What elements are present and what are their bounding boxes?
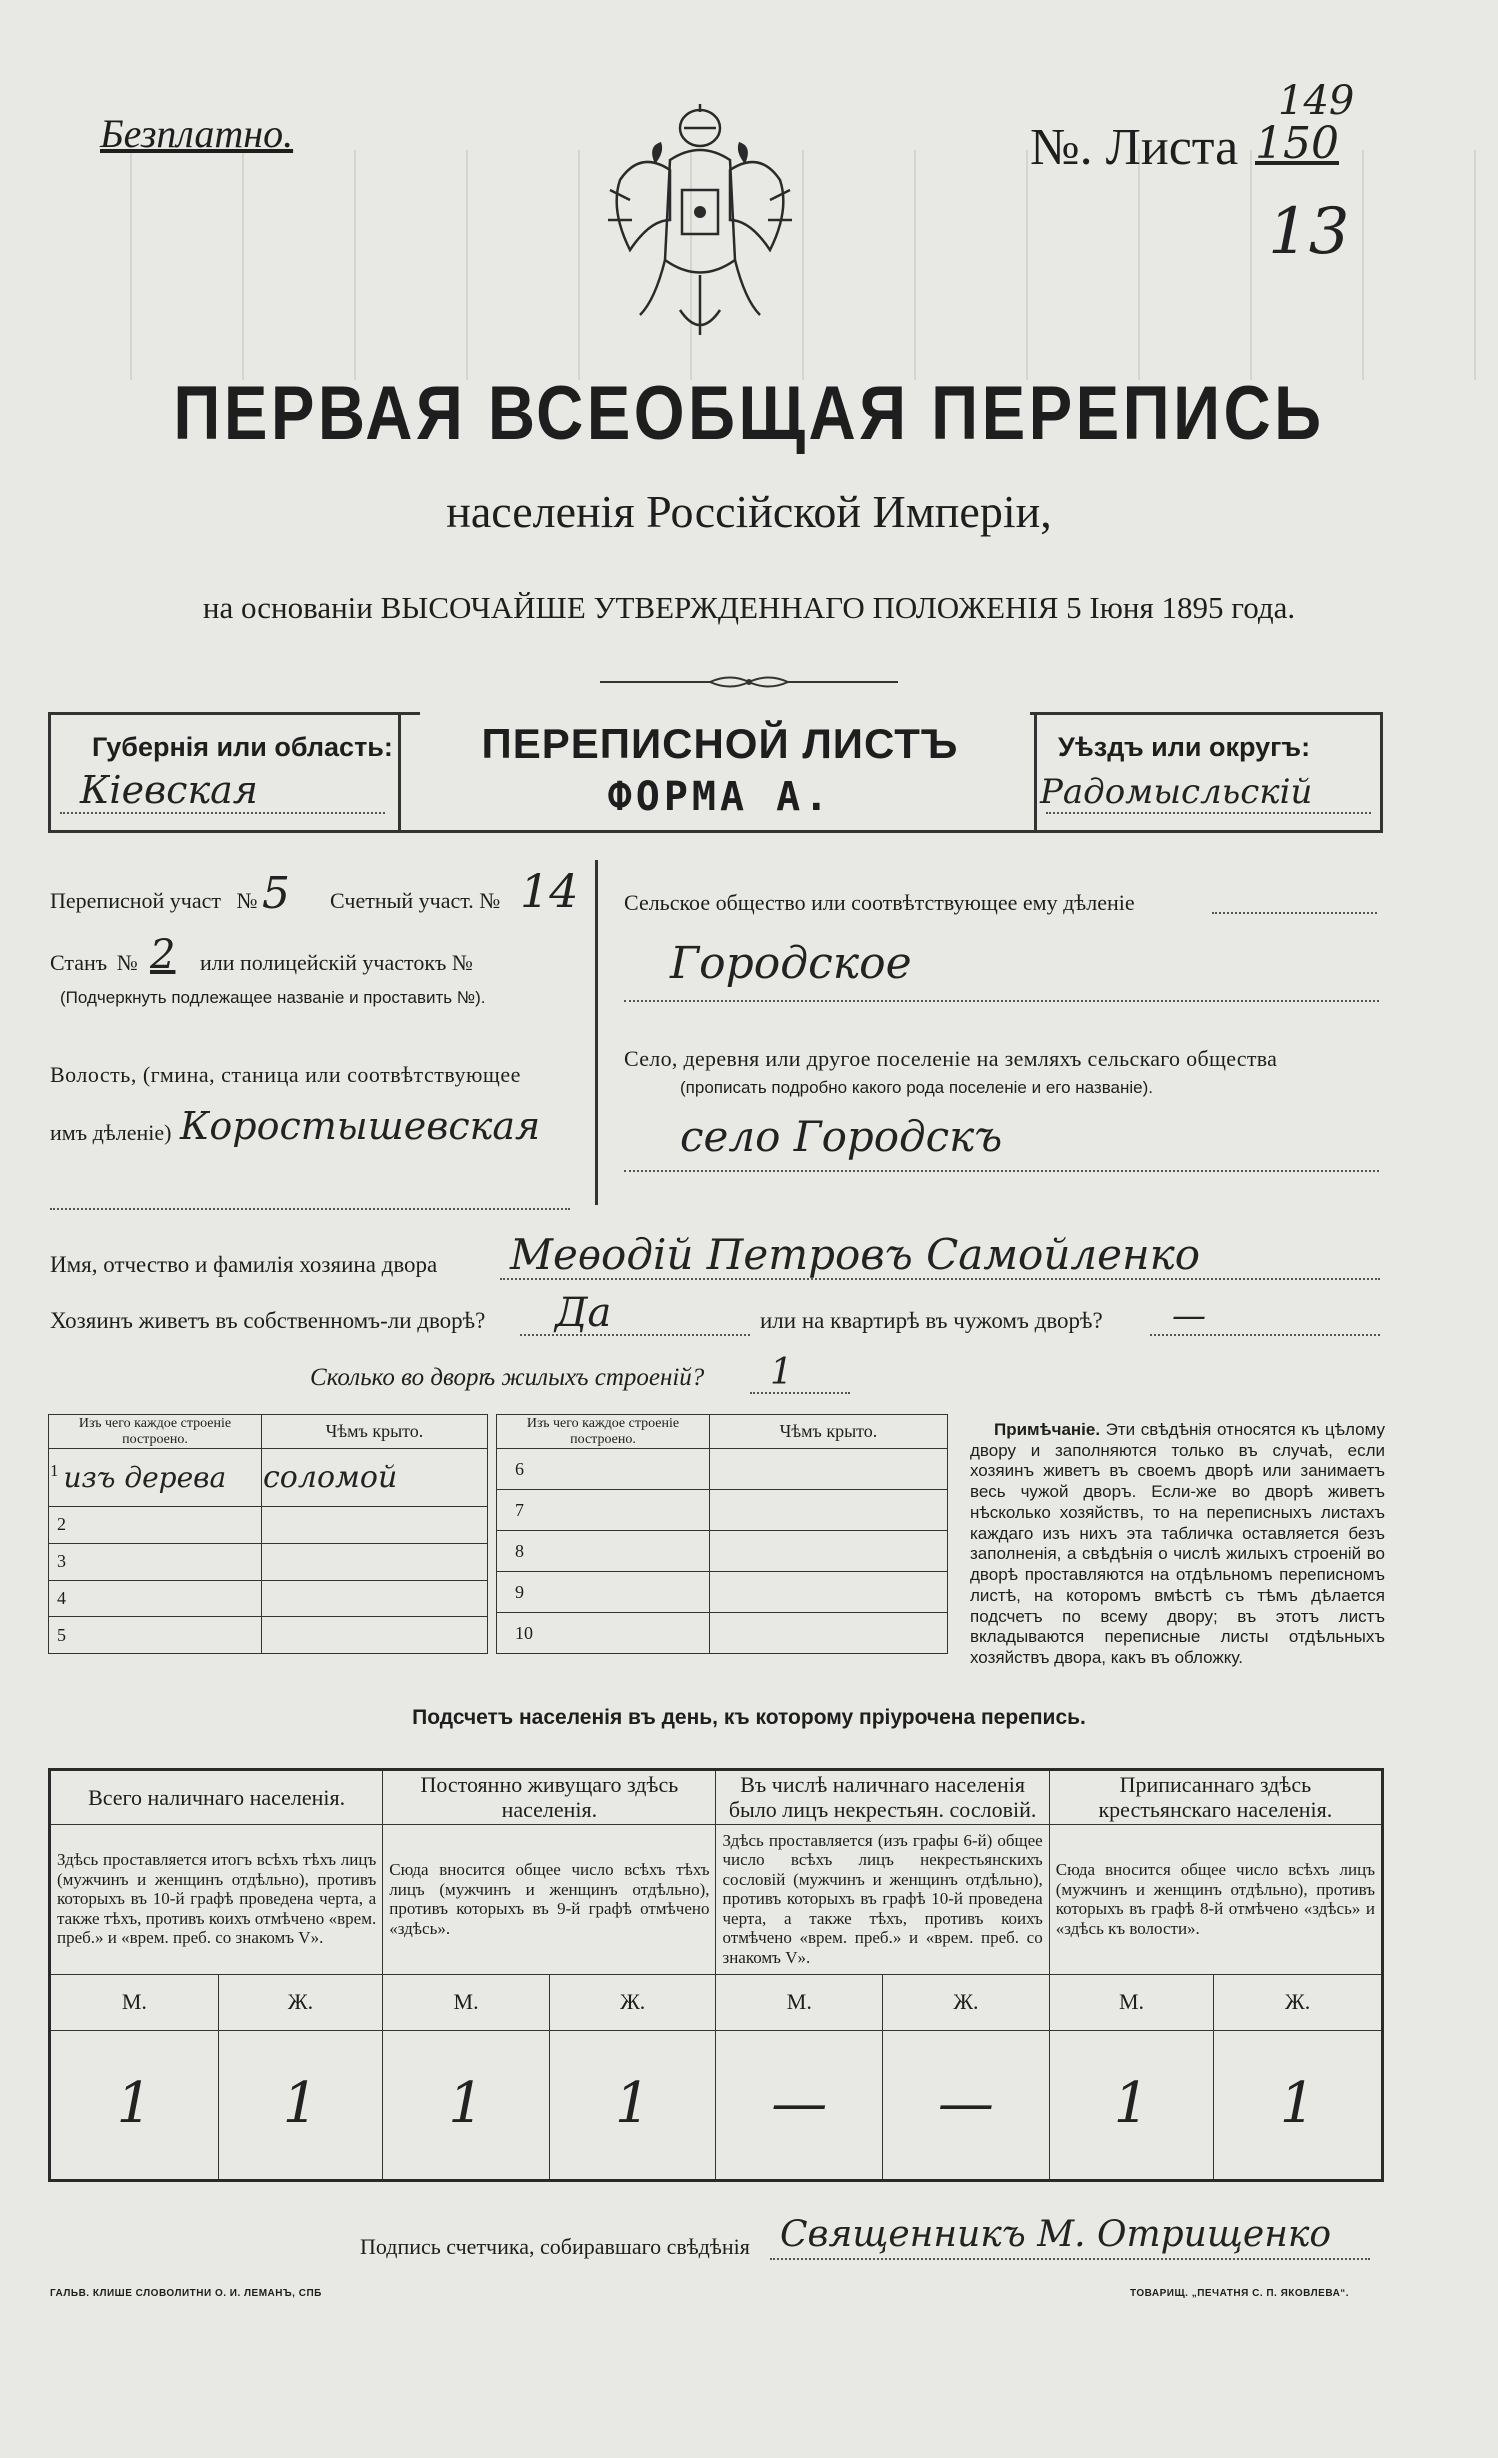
buildings-label: Сколько во дворѣ жилыхъ строеній? xyxy=(310,1364,705,1391)
signature-label: Подпись счетчика, собиравшаго свѣдѣнія xyxy=(360,2234,750,2259)
rented-value: — xyxy=(1172,1296,1206,1336)
note-text: Эти свѣдѣнія относятся къ цѣлому двору и заполняются только въ случаѣ, если хозяинъ живетъ въ своемъ дворѣ или занимаетъ весь чужой дворъ. Если-же во дворѣ живетъ нѣсколько хозяйствъ, то на переписныхъ листахъ каждаго изъ нихъ эта табличка оставляется безъ заполненія, а свѣдѣнія о числѣ жилыхъ строеній во дворѣ проставляются на отдѣльномъ переписномъ листѣ, на которомъ вмѣстѣ съ тѣмъ дѣлается подсчетъ по всему двору; въ этотъ листъ вкладываются переписные листы отдѣльныхъ хозяйствъ двора, какъ въ обложку. xyxy=(970,1420,1385,1668)
buildings-value: 1 xyxy=(770,1352,793,1393)
uchastok-value: 5 xyxy=(262,868,290,919)
pop-col-3-m-label: М. xyxy=(716,1974,883,2030)
footer-left: ГАЛЬВ. КЛИШЕ СЛОВОЛИТНИ О. И. ЛЕМАНЪ, СПБ xyxy=(50,2288,322,2299)
population-heading: Подсчетъ населенія въ день, къ которому пріурочена перепись. xyxy=(412,1706,1086,1729)
society-value: Городское xyxy=(670,938,912,989)
owner-name-dotted-line xyxy=(500,1278,1380,1280)
volost-label-1: Волость, (гмина, станица или соотвѣтствующее xyxy=(50,1062,521,1087)
village-label: Село, деревня или другое поселеніе на земляхъ сельскаго общества xyxy=(624,1046,1278,1071)
form-top-rule-right xyxy=(1030,712,1382,715)
society-dotted-line xyxy=(1212,912,1377,914)
village-dotted-line xyxy=(624,1170,1379,1172)
ornament-divider xyxy=(600,675,898,689)
own-yard-value: Да xyxy=(555,1290,612,1336)
pop-col-4-m-label: М. xyxy=(1049,1974,1213,2030)
roof-col-header-right: Чѣмъ крыто. xyxy=(710,1415,948,1449)
rented-label: или на квартирѣ въ чужомъ дворѣ? xyxy=(760,1308,1103,1333)
pop-col-4-title: Приписаннаго здѣсь крестьянскаго населенія. xyxy=(1049,1770,1382,1825)
stan-value: 2 xyxy=(150,932,176,978)
schetny-label: Счетный участ. № xyxy=(330,888,501,913)
form-title: ПЕРЕПИСНОЙ ЛИСТЪ xyxy=(481,720,959,767)
buildings-table xyxy=(48,1414,948,1654)
sheet-number-label: №. Листа xyxy=(1030,119,1239,176)
pop-col-3-desc: Здѣсь проставляется (изъ графы 6-й) общее число всѣхъ лицъ некрестьянскихъ сословій (мужчинъ и женщинъ отдѣльно), противъ которыхъ въ графѣ 10-й проведена черта, а также тѣхъ, противъ коихъ отмѣчено «врем. преб.» и «врем. преб. со знакомъ V». xyxy=(716,1824,1049,1974)
uezd-label: Уѣздъ или округъ: xyxy=(1058,732,1311,762)
material-col-header: Изъ чего каждое строеніе построено. xyxy=(49,1415,262,1449)
population-table xyxy=(48,1768,1384,2182)
building-row-1-material: $^1$ изъ дерева xyxy=(49,1449,262,1507)
form-top-rule-left xyxy=(48,712,420,715)
gubernia-label: Губернія или область: xyxy=(92,732,393,762)
building-row-9: 9 xyxy=(497,1572,710,1613)
society-label: Сельское общество или соотвѣтствующее ему дѣленіе xyxy=(624,890,1135,915)
building-row-2: 2 xyxy=(49,1507,262,1544)
sheet-number-handwritten-bottom: 13 xyxy=(1268,195,1350,269)
own-yard-label: Хозяинъ живетъ въ собственномъ-ли дворѣ? xyxy=(50,1308,486,1333)
owner-name-value: Меѳодій Петровъ Самойленко xyxy=(510,1230,1201,1279)
note-title: Примѣчаніе. xyxy=(994,1420,1101,1439)
owner-name-label: Имя, отчество и фамилія хозяина двора xyxy=(50,1252,438,1277)
schetny-value: 14 xyxy=(520,864,579,918)
uchastok-label: Переписной участ № xyxy=(50,888,258,913)
pop-col-3-f-value: — xyxy=(883,2030,1050,2180)
volost-dotted-line xyxy=(50,1208,570,1210)
society-dotted-line-2 xyxy=(624,1000,1379,1002)
village-note: (прописать подробно какого рода поселеніе и его названіе). xyxy=(680,1078,1154,1097)
pop-col-4-f-value: 1 xyxy=(1214,2030,1383,2180)
note-block xyxy=(970,1420,1385,1669)
volost-label-2: имъ дѣленіе) xyxy=(50,1120,172,1145)
pop-col-4-m-value: 1 xyxy=(1049,2030,1213,2180)
stan-label: Станъ № xyxy=(50,950,138,975)
roof-col-header: Чѣмъ крыто. xyxy=(262,1415,488,1449)
building-row-8: 8 xyxy=(497,1531,710,1572)
building-row-7: 7 xyxy=(497,1490,710,1531)
pop-col-2-desc: Сюда вносится общее число всѣхъ тѣхъ лицъ (мужчинъ и женщинъ отдѣльно), противъ которыхъ въ 9-й графѣ отмѣчено «здѣсь». xyxy=(383,1824,716,1974)
building-row-1-roof: соломой xyxy=(262,1449,488,1507)
census-subtitle: населенія Россійской Имперіи, xyxy=(446,486,1052,537)
pop-col-2-m-label: М. xyxy=(383,1974,550,2030)
form-right-edge xyxy=(1380,712,1383,832)
pop-col-4-f-label: Ж. xyxy=(1214,1974,1383,2030)
form-header-bottom-rule xyxy=(48,830,1383,833)
census-title: ПЕРВАЯ ВСЕОБЩАЯ ПЕРЕПИСЬ xyxy=(173,371,1325,456)
pop-col-2-f-label: Ж. xyxy=(549,1974,716,2030)
pop-col-1-title: Всего наличнаго населенія. xyxy=(50,1770,383,1825)
pop-col-4-desc: Сюда вносится общее число всѣхъ лицъ (мужчинъ и женщинъ отдѣльно), противъ которыхъ въ графѣ 8-й отмѣчено «здѣсь» и «здѣсь къ волости». xyxy=(1049,1824,1382,1974)
pop-col-1-m-value: 1 xyxy=(50,2030,219,2180)
gubernia-dotted-line xyxy=(60,812,385,814)
sheet-number-handwritten: 150 xyxy=(1255,118,1339,169)
building-row-6: 6 xyxy=(497,1449,710,1490)
pop-col-2-f-value: 1 xyxy=(549,2030,716,2180)
form-left-edge xyxy=(48,712,51,832)
form-subtitle: ФОРМА А. xyxy=(607,774,833,820)
building-row-4: 4 xyxy=(49,1580,262,1617)
stan-rest-label: или полицейскій участокъ № xyxy=(200,950,473,975)
building-row-5: 5 xyxy=(49,1617,262,1654)
material-col-header-right: Изъ чего каждое строеніе построено. xyxy=(497,1415,710,1449)
pop-col-3-title: Въ числѣ наличнаго населенія было лицъ некрестьян. сословій. xyxy=(716,1770,1049,1825)
pop-col-3-m-value: — xyxy=(716,2030,883,2180)
pop-col-1-desc: Здѣсь проставляется итогъ всѣхъ тѣхъ лицъ (мужчинъ и женщинъ отдѣльно), противъ которыхъ въ 10-й графѣ проведена черта, а также тѣхъ, противъ коихъ отмѣчено «врем. преб.» и «врем. преб. со знакомъ V». xyxy=(50,1824,383,1974)
rented-dotted-line xyxy=(1150,1334,1380,1336)
village-value: село Городскъ xyxy=(680,1112,1003,1161)
form-header-divider-right xyxy=(1034,712,1037,832)
pop-col-3-f-label: Ж. xyxy=(883,1974,1050,2030)
uezd-value: Радомысльскій xyxy=(1040,772,1313,812)
pop-col-1-f-label: Ж. xyxy=(218,1974,382,2030)
form-header-divider-left xyxy=(398,712,401,832)
footer-right: ТОВАРИЩ. „ПЕЧАТНЯ С. П. ЯКОВЛЕВА“. xyxy=(1130,2288,1350,2299)
volost-value: Коростышевская xyxy=(180,1104,541,1148)
gubernia-value: Кіевская xyxy=(80,768,258,812)
legal-basis: на основаніи ВЫСОЧАЙШЕ УТВЕРЖДЕННАГО ПОЛОЖЕНІЯ 5 Іюня 1895 года. xyxy=(202,590,1296,625)
uezd-dotted-line xyxy=(1046,812,1371,814)
free-of-charge-label: Безплатно. xyxy=(100,111,294,156)
signature-dotted-line xyxy=(770,2258,1370,2260)
buildings-dotted-line xyxy=(750,1392,850,1394)
pop-col-1-m-label: М. xyxy=(50,1974,219,2030)
pop-col-2-m-value: 1 xyxy=(383,2030,550,2180)
own-yard-dotted-line xyxy=(520,1334,750,1336)
signature-value: Священникъ М. Отрищенко xyxy=(780,2214,1332,2255)
pop-col-2-title: Постоянно живущаго здѣсь населенія. xyxy=(383,1770,716,1825)
sheet-number-handwritten-top: 149 xyxy=(1278,78,1355,124)
building-row-10: 10 xyxy=(497,1613,710,1654)
pop-col-1-f-value: 1 xyxy=(218,2030,382,2180)
stan-note: (Подчеркнуть подлежащее названіе и проставить №). xyxy=(60,988,486,1007)
middle-vertical-divider xyxy=(595,860,598,1205)
building-row-3: 3 xyxy=(49,1543,262,1580)
imperial-eagle-emblem xyxy=(600,100,800,345)
